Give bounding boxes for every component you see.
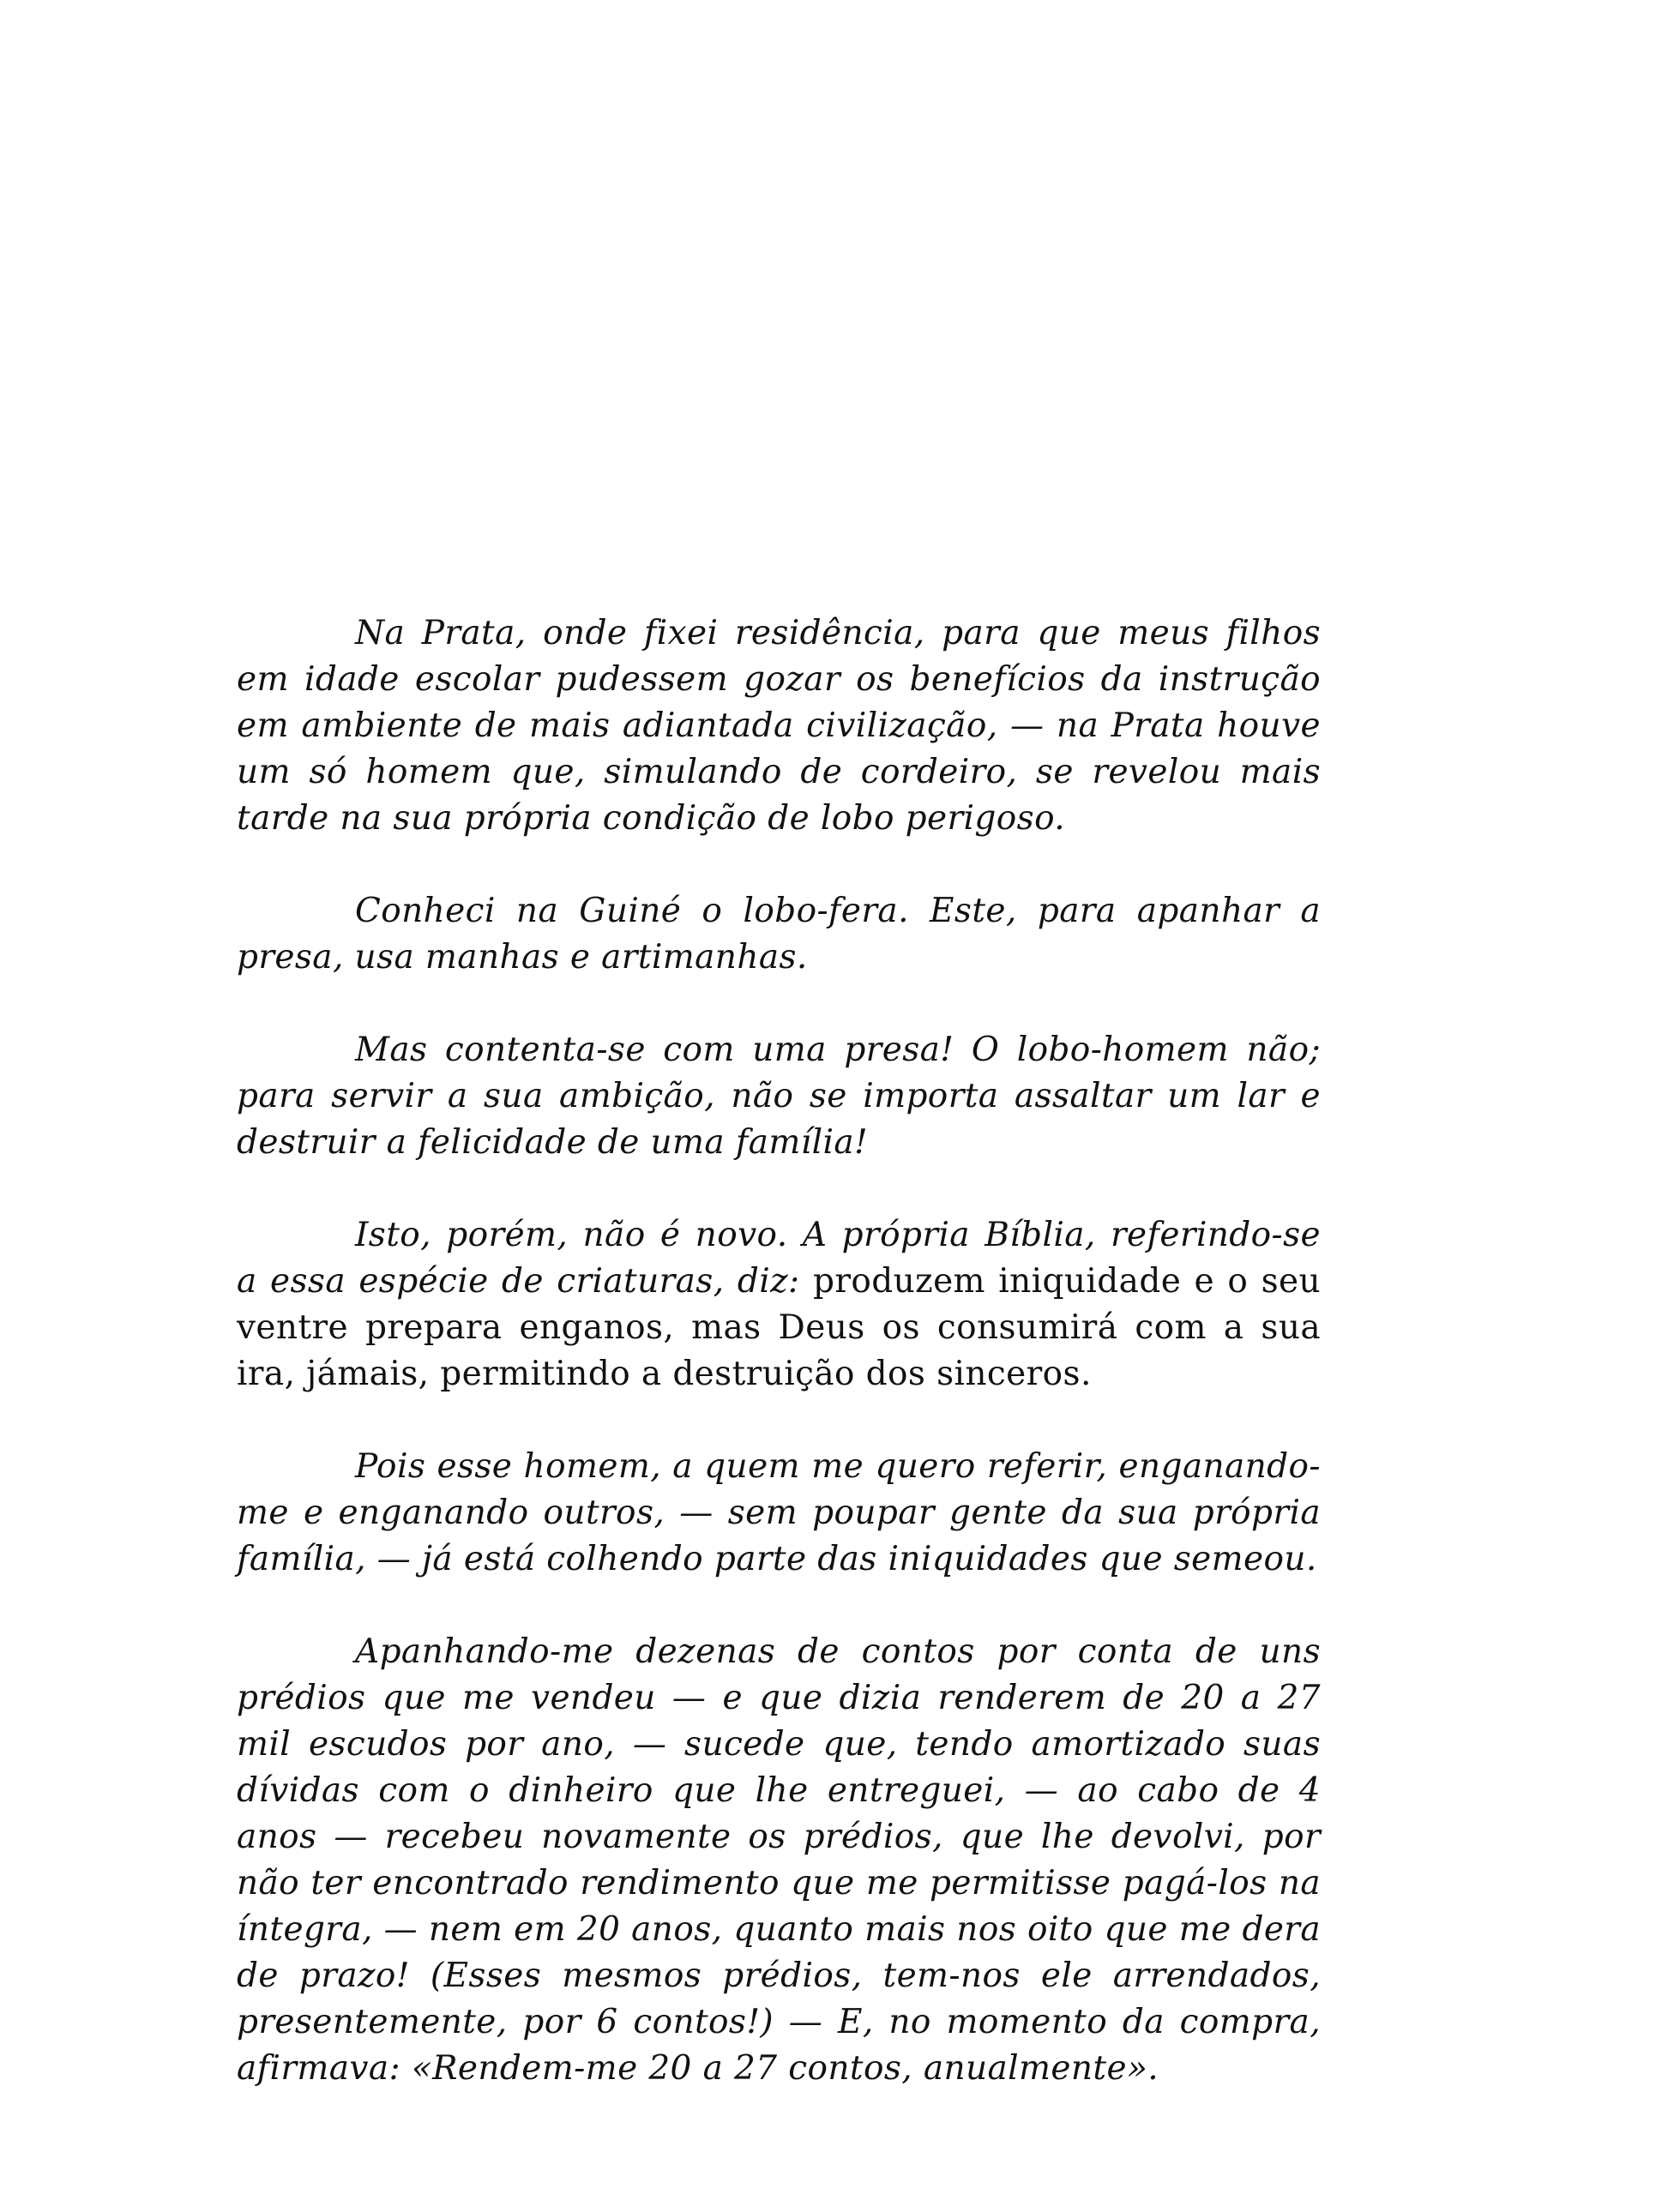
body-text	[237, 610, 1321, 2092]
paragraph-3: Mas contenta-se com uma presa! O lobo-homem não; para servir a sua ambição, não se importa assaltar um lar e destruir a felicidade de uma família!	[237, 1031, 1321, 1162]
paragraph-4-italic-lead: Isto, porém, não é novo. A própria Bíblia, referindo-se a essa espécie de criaturas, diz:	[237, 1216, 1321, 1301]
paragraph-4	[237, 1212, 1321, 1398]
paragraph-6: Apanhando-me dezenas de contos por conta de uns prédios que me vendeu — e que dizia renderem de 20 a 27 mil escudos por ano, — sucede que, tendo amortizado suas dívidas com o dinheiro que lhe entreguei, — ao cabo de 4 anos — recebeu novamente os prédios, que lhe devolvi, por não ter encontrado rendimento que me permitisse pagá-los na íntegra, — nem em 20 anos, quanto mais nos oito que me dera de prazo! (Esses mesmos prédios, tem-nos ele arrendados, presentemente, por 6 contos!) — E, no momento da compra, afirmava: «Rendem-me 20 a 27 contos, anualmente».	[237, 1632, 1321, 2088]
paragraph-5: Pois esse homem, a quem me quero referir, enganando-me e enganando outros, — sem poupar gente da sua própria família, — já está colhendo parte das iniquidades que semeou.	[237, 1447, 1321, 1578]
paragraph-2: Conheci na Guiné o lobo-fera. Este, para apanhar a presa, usa manhas e artimanhas.	[237, 892, 1321, 977]
paragraph-4-quotation: produzem iniquidade e o seu ventre prepara enganos, mas Deus os consumirá com a sua ira, jámais, permitindo a destruição dos sinceros.	[237, 1262, 1322, 1393]
paragraph-1: Na Prata, onde fixei residência, para que meus filhos em idade escolar pudessem gozar os benefícios da instrução em ambiente de mais adiantada civilização, — na Prata houve um só homem que, simulando de cordeiro, se revelou mais tarde na sua própria condição de lobo perigoso.	[237, 614, 1321, 838]
